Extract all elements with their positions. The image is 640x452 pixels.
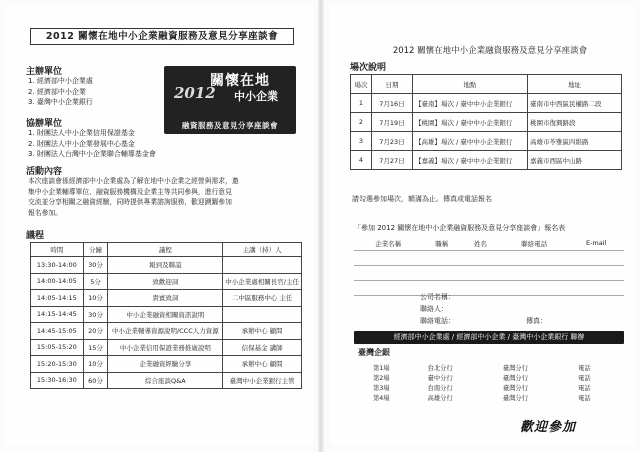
content-paragraph: 本次座談會係經濟部中小企業處為了解在地中小企業之經營與需求，邀 集中小企業輔導單位、融資服務機構及企業主等共同參與，進行意見 交流並分享相關之融資經驗，同時提供專業諮詢服務，歡迎踴躍參加 報名參加。 — [28, 177, 239, 217]
left-title: 2012 關懷在地中小企業融資服務及意見分享座談會 — [30, 28, 294, 45]
company-field[interactable]: 公司名稱： — [420, 293, 455, 301]
page-fold — [318, 0, 324, 452]
agenda-col-item: 議程 — [108, 243, 223, 257]
agenda-table — [30, 242, 302, 389]
bank-logo: 臺灣企銀 — [358, 348, 390, 357]
right-title: 2012 關懷在地中小企業融資服務及意見分享座談會 — [392, 46, 588, 56]
session-col-address: 地址 — [528, 75, 622, 94]
co-organizers-heading: 協辦單位 — [26, 119, 63, 129]
table-row[interactable] — [354, 281, 624, 296]
branch-table — [370, 362, 620, 402]
list-item: 1. 經濟部中小企業處 — [28, 77, 93, 85]
banner-year: 2012 — [174, 84, 216, 102]
table-row[interactable] — [354, 251, 624, 266]
reg-col-title: 職稱 — [422, 236, 461, 251]
list-item: 2. 經濟部中小企業 — [28, 87, 86, 96]
list-item: 3. 財團法人台灣中小企業聯合輔導基金會 — [28, 150, 156, 158]
welcome-graphic: 歡迎參加 — [520, 420, 577, 435]
table-row: 3 7月23日 【高雄】場次 / 臺中中小企業銀行 高雄市苓雅區四維路 — [351, 132, 622, 151]
list-item: 3. 臺灣中小企業銀行 — [28, 98, 93, 106]
table-row: 2 7月19日 【桃園】場次 / 臺中中小企業銀行 桃園市復興路段 — [351, 113, 622, 132]
left-page — [4, 6, 314, 446]
banner-line2: 中小企業 — [234, 90, 278, 103]
table-row: 1 7月16日 【臺南】場次 / 臺中中小企業銀行 臺南市中西區民權路二段 — [351, 94, 622, 113]
organizers-list — [28, 76, 93, 108]
organizer-bar: 經濟部中小企業處 / 經濟部中小企業 / 臺灣中小企業銀行 聯辦 — [354, 331, 624, 344]
agenda-col-time: 時間 — [31, 243, 84, 257]
table-row: 4 7月27日 【嘉義】場次 / 臺中中小企業銀行 嘉義市西區中山路 — [351, 151, 622, 170]
agenda-heading: 議程 — [26, 231, 45, 241]
banner-subtitle: 融資服務及意見分享座談會 — [182, 121, 278, 130]
co-organizers-list — [28, 128, 156, 160]
agenda-col-speaker: 主講（持）人 — [223, 243, 302, 257]
table-row: 14:45-15:05 20分 中小企業輔導資源說明/CCC人力資源 承辦中心 顧問 — [31, 323, 302, 340]
fax-field[interactable]: 傳真： — [526, 317, 547, 325]
table-row: 第4場 高雄分行 臺灣分行 電話 — [373, 394, 591, 402]
reg-col-email: E-mail — [568, 236, 624, 251]
table-row: 15:05-15:20 15分 中小企業信用保證業務推廣說明 信保基金 講師 — [31, 339, 302, 356]
right-page — [330, 6, 636, 446]
organizers-heading: 主辦單位 — [26, 67, 63, 77]
banner-line1: 關懷在地 — [210, 73, 270, 89]
table-row: 第3場 台南分行 臺灣分行 電話 — [373, 384, 591, 392]
reg-col-phone: 聯絡電話 — [500, 236, 568, 251]
table-row: 14:15-14:45 30分 中小企業融資相關資訊說明 — [31, 306, 302, 323]
registration-title: 「參加 2012 關懷在地中小企業融資服務及意見分享座談會」報名表 — [354, 224, 566, 232]
reg-col-name: 姓名 — [461, 236, 500, 251]
session-col-no: 場次 — [351, 75, 372, 94]
table-row: 13:30-14:00 30分 報到及聯誼 — [31, 257, 302, 274]
table-row: 第1場 台北分行 臺灣分行 電話 — [373, 364, 591, 372]
table-row: 15:20-15:30 10分 企業融資經驗分享 承辦中心 顧問 — [31, 356, 302, 373]
list-item: 2. 財團法人中小企業發展中心基金 — [28, 139, 135, 148]
phone-field[interactable]: 聯絡電話： — [420, 317, 455, 325]
schedule-heading: 場次說明 — [350, 63, 387, 73]
event-banner — [164, 66, 296, 134]
content-heading: 活動內容 — [26, 167, 63, 177]
session-table — [350, 74, 622, 170]
contact-field[interactable]: 聯絡人： — [420, 305, 448, 313]
reg-col-company: 企業名稱 — [354, 236, 422, 251]
session-col-date: 日期 — [372, 75, 413, 94]
table-row: 第2場 臺中分行 臺灣分行 電話 — [373, 374, 591, 382]
table-row: 14:00-14:05 5分 致歡迎詞 中小企業處相關長官/主任 — [31, 273, 302, 290]
agenda-col-minutes: 分鐘 — [83, 243, 108, 257]
seat-note: 請勾選參加場次，額滿為止。傳真或電話報名 — [352, 195, 492, 203]
session-col-place: 地點 — [413, 75, 528, 94]
registration-form[interactable] — [354, 236, 624, 296]
list-item: 1. 財團法人中小企業信用保證基金 — [28, 129, 135, 137]
table-row: 15:30-16:30 60分 綜合座談Q&A 臺灣中小企業銀行主管 — [31, 372, 302, 389]
table-row[interactable] — [354, 266, 624, 281]
table-row: 14:05-14:15 10分 貴賓致詞 二中區服務中心 主任 — [31, 290, 302, 307]
